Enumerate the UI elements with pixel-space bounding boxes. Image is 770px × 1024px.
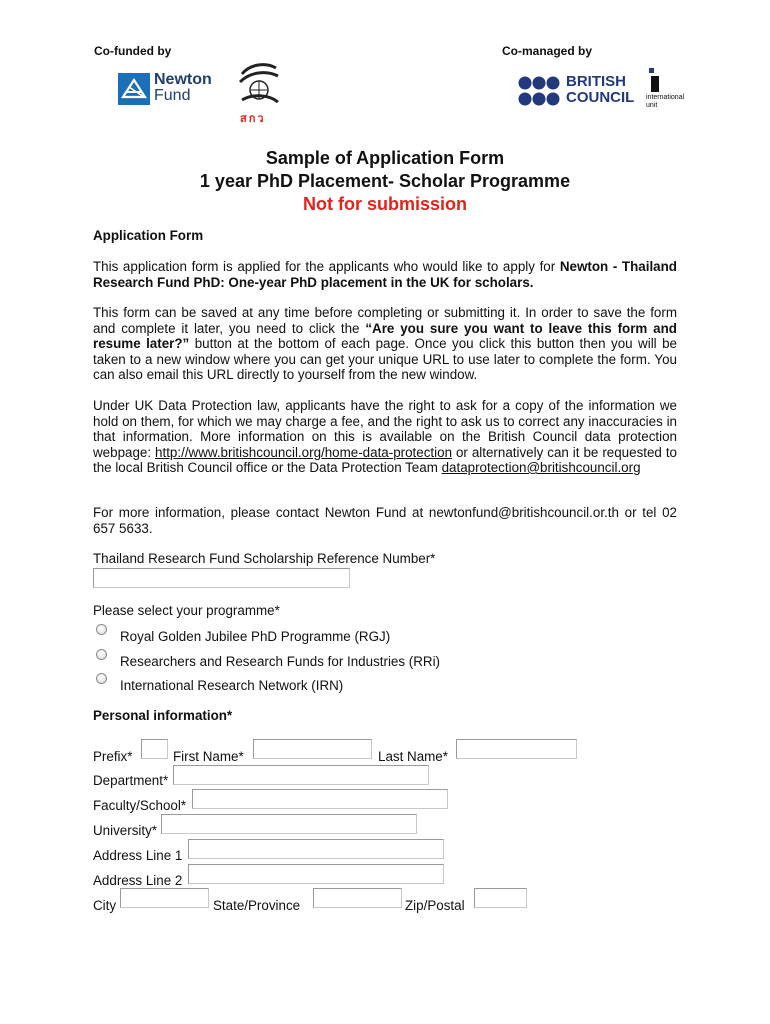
address-line1-input[interactable] [189, 840, 443, 858]
last-name-label: Last Name* [378, 749, 448, 764]
city-input[interactable] [121, 889, 208, 907]
first-name-label: First Name* [173, 749, 244, 764]
leave-form-button-name: “Are you sure you want to leave this form and resume later?” [93, 320, 677, 351]
faculty-field[interactable] [192, 789, 448, 809]
zip-label: Zip/Postal [405, 898, 465, 913]
programme-option-rri: Researchers and Research Funds for Industries (RRi) [120, 654, 441, 669]
reference-number-input[interactable] [94, 569, 349, 587]
personal-info-heading: Personal information* [93, 708, 233, 723]
newton-logo-text2: Fund [154, 87, 191, 104]
department-label: Department* [93, 773, 169, 788]
reference-number-label: Thailand Research Fund Scholarship Reference Number* [93, 551, 436, 566]
intl-unit-text1: international [646, 94, 685, 101]
university-label: University* [93, 823, 157, 838]
address-line2-input[interactable] [189, 865, 443, 883]
save-instructions-paragraph [93, 305, 677, 383]
programme-option-irn: International Research Network (IRN) [120, 678, 344, 693]
dp-text-a: Under UK Data Protection law, applicants have the right to ask for a copy of the information we hold on them, for which we may charge a fee, and the right to ask us to correct any inaccuracies in that information. More information on this is available on the British Council data protection webpage: [93, 398, 677, 460]
address-line2-label: Address Line 2 [93, 873, 183, 888]
department-field[interactable] [173, 765, 429, 785]
newton-logo-text1: Newton [154, 71, 212, 88]
state-label: State/Province [213, 898, 301, 913]
city-field[interactable] [120, 888, 209, 908]
address-line2-field[interactable] [188, 864, 444, 884]
reference-number-field[interactable] [93, 568, 350, 588]
city-label: City [93, 898, 117, 913]
address-line1-field[interactable] [188, 839, 444, 859]
data-protection-email-link[interactable]: dataprotection@britishcouncil.org [441, 460, 641, 475]
prefix-input[interactable] [142, 740, 167, 758]
last-name-input[interactable] [457, 740, 576, 758]
state-field[interactable] [313, 888, 402, 908]
comanaged-label: Co-managed by [502, 44, 593, 58]
trf-logo-text: สกว [240, 113, 266, 125]
radio-rri[interactable] [96, 649, 107, 660]
international-unit-logo [644, 68, 694, 114]
programme-label: Please select your programme* [93, 603, 280, 618]
address-line1-label: Address Line 1 [93, 848, 183, 863]
programme-option-rgj: Royal Golden Jubilee PhD Programme (RGJ) [120, 629, 391, 644]
cofunded-label: Co-funded by [94, 44, 172, 58]
british-council-logo [518, 73, 635, 108]
faculty-label: Faculty/School* [93, 798, 187, 813]
intro-paragraph [93, 259, 677, 290]
form-title-line1: Sample of Application Form [265, 148, 505, 168]
first-name-field[interactable] [253, 739, 372, 759]
trf-logo [236, 60, 282, 124]
university-input[interactable] [162, 815, 416, 833]
newton-fund-logo [118, 72, 222, 106]
state-input[interactable] [314, 889, 401, 907]
zip-input[interactable] [475, 889, 526, 907]
department-input[interactable] [174, 766, 428, 784]
application-form-heading: Application Form [93, 228, 204, 243]
not-for-submission-notice: Not for submission [302, 194, 467, 214]
prefix-field[interactable] [141, 739, 168, 759]
save-text-c: button at the bottom of each page. Once you click this button then you will be taken to a new window where you can get your unique URL to use later to complete the form. You can also email this URL directly to yourself from the new window. [93, 336, 678, 382]
international-unit-icon [647, 68, 661, 94]
bc-logo-text2: COUNCIL [566, 89, 635, 106]
form-title-line2: 1 year PhD Placement- Scholar Programme [199, 171, 571, 191]
british-council-dots-icon [518, 75, 562, 107]
trf-emblem-icon [236, 60, 282, 110]
contact-paragraph: For more information, please contact Newton Fund at newtonfund@britishcouncil.or.th or tel 02 657 5633. [93, 505, 677, 536]
first-name-input[interactable] [254, 740, 371, 758]
university-field[interactable] [161, 814, 417, 834]
last-name-field[interactable] [456, 739, 577, 759]
bc-logo-text1: BRITISH [566, 73, 626, 90]
programme-name: Newton - Thailand Research Fund PhD: One-year PhD placement in the UK for scholars. [93, 259, 677, 290]
dp-text-b: or alternatively can it be requested to the local British Council office or the Data Protection Team [93, 444, 678, 475]
faculty-input[interactable] [193, 790, 447, 808]
radio-rgj[interactable] [96, 624, 107, 635]
intl-unit-text2: unit [646, 102, 658, 109]
intro-text: This application form is applied for the applicants who would like to apply for [93, 259, 560, 274]
zip-field[interactable] [474, 888, 527, 908]
save-text-a: This form can be saved at any time before completing or submitting it. In order to save the form and complete it later, you need to click the [93, 305, 677, 336]
newton-fund-icon [118, 73, 150, 105]
prefix-label: Prefix* [93, 749, 133, 764]
data-protection-paragraph [93, 398, 677, 476]
data-protection-link[interactable]: http://www.britishcouncil.org/home-data-protection [155, 444, 453, 460]
radio-irn[interactable] [96, 673, 107, 684]
